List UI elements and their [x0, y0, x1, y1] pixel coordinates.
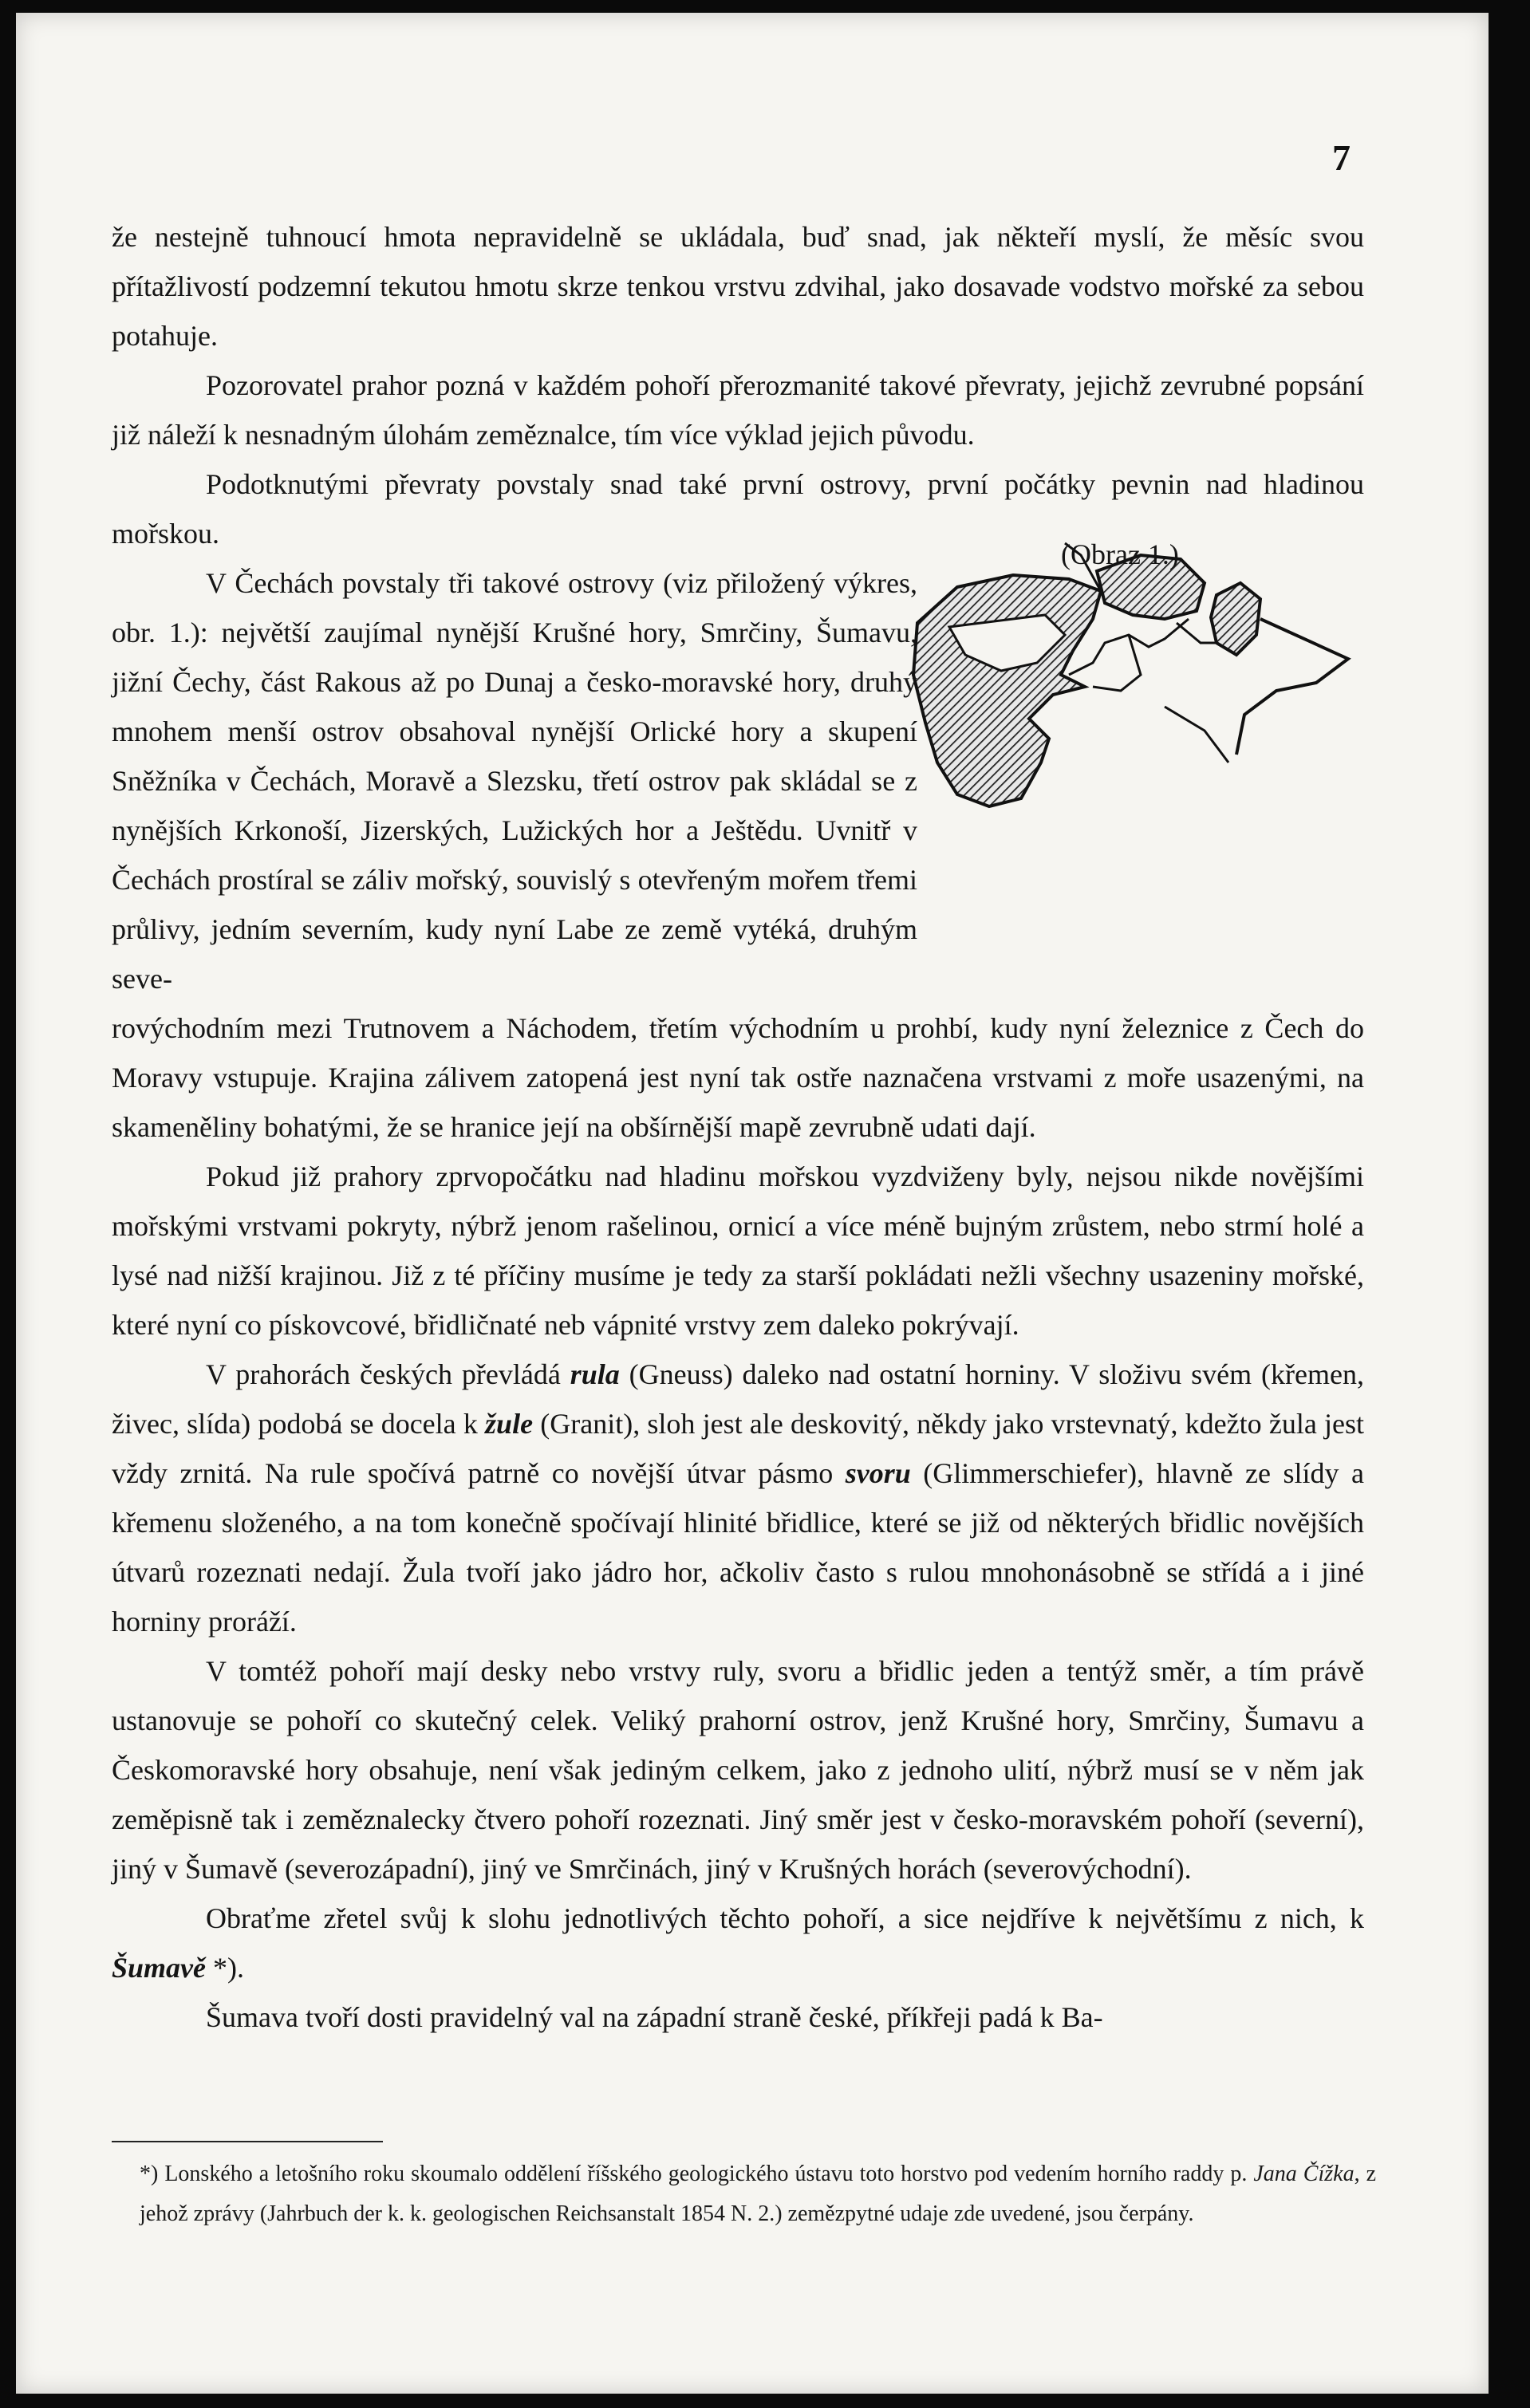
paragraph: V tomtéž pohoří mají desky nebo vrstvy ruly, svoru a břidlic jeden a tentýž směr, a tím právě ustanovuje se pohoří co skutečný celek. Veliký prahorní ostrov, jenž Krušné hory, Smrčiny, Šumavu a Českomoravské hory obsahuje, není však jediným celkem, jako z jednoho ulití, nýbrž musí se v něm jak zeměpisně tak i zeměznalecky čtvero pohoří rozeznati. Jiný směr jest v česko-moravském pohoří (severní), jiný v Šumavě (severozápadní), jiný ve Smrčinách, jiný v Krušných horách (severovýchodní).: [112, 1655, 1364, 1885]
term-rula: rula: [570, 1358, 620, 1390]
page-number: 7: [1332, 137, 1351, 178]
term-zule: žule: [485, 1408, 534, 1440]
paragraph: Šumava tvoří dosti pravidelný val na západní straně české, příkřeji padá k Ba-: [206, 2001, 1103, 2033]
paragraph: Obraťme zřetel svůj k slohu jednotlivých těchto pohoří, a sice nejdříve k největšímu z nich, k Šumavě *).: [112, 1902, 1364, 1984]
paragraph: V prahorách českých převládá rula (Gneuss) daleko nad ostatní horniny. V složivu svém (křemen, živec, slída) podobá se docela k žule (Granit), sloh jest ale deskovitý, někdy jako vrstevnatý, kdežto žula jest vždy zrnitá. Na rule spočívá patrně co novější útvar pásmo svoru (Glimmerschiefer), hlavně ze slídy a křemenu složeného, a na tom konečně spočívají hlinité břidlice, které se již od některých břidlic novějších útvarů rozeznati nedají. Žula tvoří jako jádro hor, ačkoliv často s rulou mnohonásobně se střídá a i jiné horniny proráží.: [112, 1358, 1365, 1638]
figure-caption: (Obraz 1.): [1061, 538, 1179, 570]
paragraph: V Čechách povstaly tři takové ostrovy (viz přiložený výkres, obr. 1.): největší zaujímal nynější Krušné hory, Smrčiny, Šumavu, jižní Čechy, část Rakous až po Dunaj a česko-moravské hory, druhý mnohem menší ostrov obsahoval nynější Orlické hory a skupení Sněžníka v Čechách, Moravě a Slezsku, třetí ostrov pak skládal se z nynějších Krkonoší, Jizerských, Lužických hor a Ještědu. Uvnitř v Čechách prostíral se záliv mořský, souvislý s otevřeným mořem třemi průlivy, jedním severním, kudy nyní Labe ze země vytéká, druhým seve-: [112, 567, 917, 995]
body-text: [112, 212, 1364, 2042]
term-sumave: Šumavě: [112, 1952, 207, 1984]
paragraph: Pozorovatel prahor pozná v každém pohoří přerozmanité takové převraty, jejichž zevrubné popsání již náleží k nesnadným úlohám zeměznalce, tím více výklad jejich původu.: [112, 369, 1364, 451]
footnote: *) Lonského a letošního roku skoumalo oddělení říšského geologického ústavu toto horstvo pod vedením horního raddy p. Jana Čížka, z jehož zprávy (Jahrbuch der k. k. geologischen Reichsanstalt 1854 N. 2.) zemězpytné udaje zde uvedené, jsou čerpány.: [140, 2162, 1376, 2226]
paragraph: Pokud již prahory zprvopočátku nad hladinu mořskou vyzdviženy byly, nejsou nikde novějšími mořskými vrstvami pokryty, nýbrž jenom rašelinou, ornicí a více méně bujným zrůstem, nebo strmí holé a lysé nad nižší krajinou. Již z té příčiny musíme je tedy za starší pokládati nežli všechny usazeniny mořské, které nyní co pískovcové, břidličnaté neb vápnité vrstvy zem daleko pokrývají.: [112, 1161, 1364, 1341]
term-svoru: svoru: [845, 1457, 911, 1489]
book-page: [16, 13, 1489, 2394]
paragraph: že nestejně tuhnoucí hmota nepravidelně se ukládala, buď snad, jak někteří myslí, že měsíc svou přítažlivostí podzemní tekutou hmotu skrze tenkou vrstvu zdvihal, jako dosavade vodstvo mořské za sebou potahuje.: [112, 221, 1364, 352]
footnote-author: Jana Čížka: [1253, 2162, 1355, 2186]
paragraph: Podotknutými převraty povstaly snad také první ostrovy, první počátky pevnin nad hladinou mořskou.: [112, 468, 1364, 550]
paragraph: rovýchodním mezi Trutnovem a Náchodem, třetím východním u prohbí, kudy nyní železnice z Čech do Moravy vstupuje. Krajina zálivem zatopená jest nyní tak ostře naznačena vrstvami z moře usazenými, na skameněliny bohatými, že se hranice její na obšírnější mapě zevrubně udati dají.: [112, 1012, 1364, 1143]
footnote-divider: [112, 2141, 383, 2142]
